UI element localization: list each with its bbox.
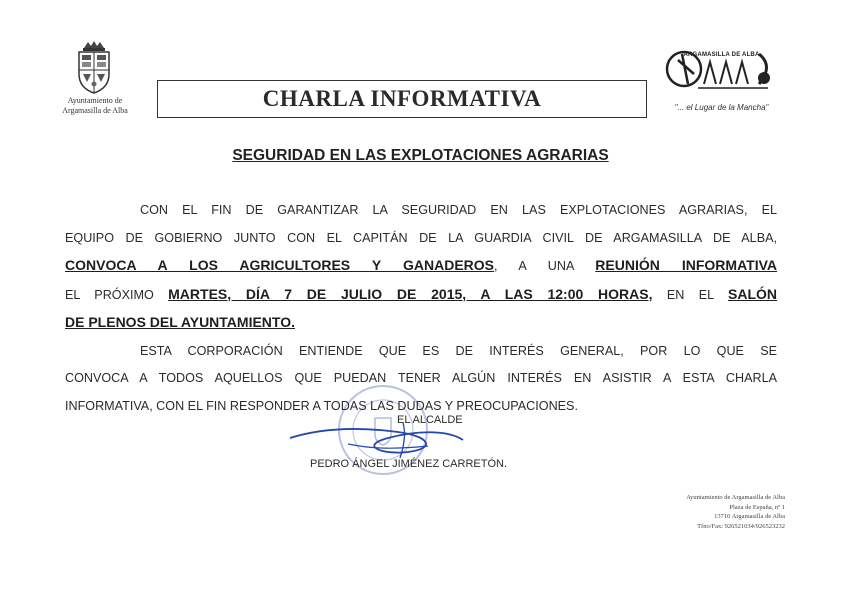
signer-title: EL ALCALDE <box>397 414 463 426</box>
body-text: EL PRÓXIMO <box>65 287 169 302</box>
body-line: CONVOCA A TODOS AQUELLOS QUE PUEDAN TENER ALGÚN INTERÉS EN ASISTIR A ESTA CHARLA <box>65 371 777 385</box>
body-line <box>65 309 777 338</box>
footer-line: Ayuntamiento de Argamasilla de Alba <box>686 494 785 501</box>
body-text: , A UNA <box>494 259 596 273</box>
highlight-reunion: REUNIÓN INFORMATIVA <box>595 257 777 273</box>
body-text: EN EL <box>652 287 728 302</box>
crest-caption-line: Ayuntamiento de <box>67 96 123 105</box>
body-line: ESTA CORPORACIÓN ENTIENDE QUE ES DE INTERÉS GENERAL, POR LO QUE SE <box>140 343 777 358</box>
highlight-plenos: DE PLENOS DEL AYUNTAMIENTO. <box>65 314 295 330</box>
footer-line: Tfno/Fax: 926521034/926523232 <box>697 522 785 530</box>
page-title: CHARLA INFORMATIVA <box>262 86 542 111</box>
footer-line: Plaza de España, nº 1 <box>729 503 785 511</box>
signer-name: PEDRO ÁNGEL JIMÉNEZ CARRETÓN. <box>310 458 508 470</box>
body-line <box>65 252 777 281</box>
subtitle: SEGURIDAD EN LAS EXPLOTACIONES AGRARIAS <box>232 147 609 164</box>
crest-caption-line: Argamasilla de Alba <box>62 106 128 115</box>
body-line <box>65 281 777 310</box>
logo-tagline: "... el Lugar de la Mancha" <box>674 103 769 112</box>
letter-body <box>65 197 777 420</box>
logo-brand: ARGAMASILLA DE ALBA <box>683 52 760 58</box>
body-line: CON EL FIN DE GARANTIZAR LA SEGURIDAD EN LAS EXPLOTACIONES AGRARIAS, EL <box>140 203 777 217</box>
crest-caption <box>40 96 150 116</box>
body-line: EQUIPO DE GOBIERNO JUNTO CON EL CAPITÁN DE LA GUARDIA CIVIL DE ARGAMASILLA DE ALBA, <box>65 230 777 245</box>
highlight-date: MARTES, DÍA 7 DE JULIO DE 2015, A LAS 12:00 HORAS, <box>168 285 653 302</box>
title-box <box>157 80 647 118</box>
highlight-convoca: CONVOCA A LOS AGRICULTORES Y GANADEROS <box>65 257 494 273</box>
coat-of-arms-icon <box>75 40 113 94</box>
footer-address <box>645 493 785 531</box>
footer-line: 13710 Argamasilla de Alba <box>714 513 785 520</box>
body-line: INFORMATIVA, CON EL FIN RESPONDER A TODAS LAS DUDAS Y PREOCUPACIONES. <box>65 398 578 413</box>
highlight-salon: SALÓN <box>728 285 777 302</box>
